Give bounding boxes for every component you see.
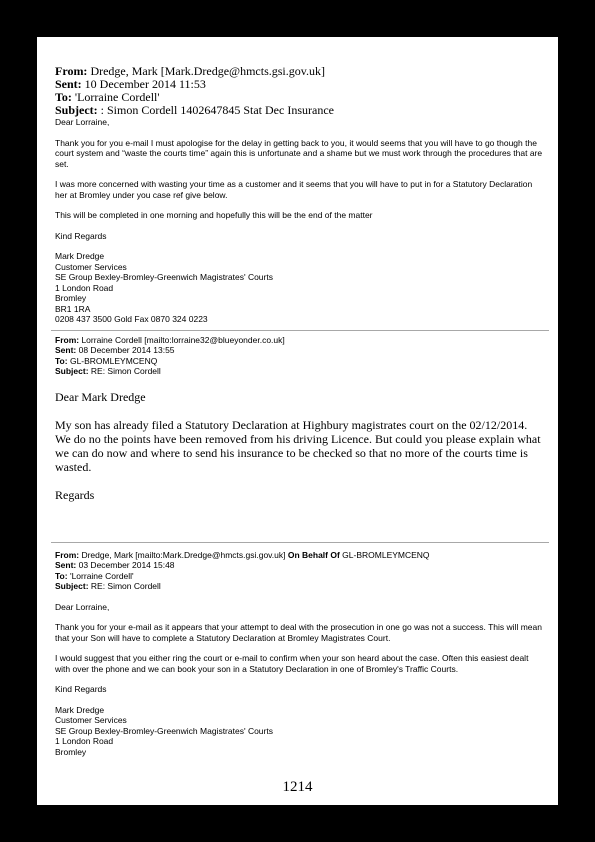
document-page [37,37,558,805]
signature-line: Customer Services [55,715,127,725]
email3-paragraph-2: I would suggest that you either ring the court or e-mail to confirm when your son heard about the case. Often this easiest dealt with over the phone and we can book your son in a Statutory Declaration in one of Bromley's Traffic Courts. [55,653,529,674]
email3-to: To: 'Lorraine Cordell' [55,570,134,581]
signature-line: Bromley [55,746,87,757]
email3-body [55,592,545,758]
email3-header [55,550,545,592]
signature-line: Mark Dredge [55,704,105,715]
email2-subject: Subject: RE: Simon Cordell [55,366,161,376]
email3-closing: Kind Regards [55,684,107,694]
email1-body [55,117,545,325]
signature-line: 1 London Road [55,282,114,293]
signature-line: Bromley [55,293,87,303]
email1-paragraph-3: This will be completed in one morning and hopefully this will be the end of the matter [55,210,373,220]
email2-paragraph: My son has already filed a Statutory Declaration at Highbury magistrates court on the 02/12/2014. We do no the points have been removed from his driving Licence. But could you please explain what we can do now and where to send his insurance to be checked so that no more of the courts time is wasted. [55,417,541,474]
email1-paragraph-1: Thank you for you e-mail I must apologise for the delay in getting back to you, it would seems that you will have to go though the court system and “waste the courts time” again this is unfortunate and a shame but we must work through the procedures that are set. [55,137,543,169]
email2-to: To: GL-BROMLEYMCENQ [55,355,158,366]
email3-greeting: Dear Lorraine, [55,601,110,612]
email1-from: From: Dredge, Mark [Mark.Dredge@hmcts.gsi.gov.uk] [55,64,325,78]
page-number: 1214 [282,779,313,795]
email2-closing: Regards [55,487,95,502]
email1-to: To: 'Lorraine Cordell' [55,90,160,104]
email3-signature [55,705,545,758]
signature-line: SE Group Bexley-Bromley-Greenwich Magistrates' Courts [55,725,273,736]
email3-paragraph-1: Thank you for your e-mail as it appears that your attempt to deal with the prosecution in one go was not a success. This will mean that your Son will have to complete a Statutory Declaration at Bromley Magistrates Court. [55,622,542,643]
email2-header [55,335,545,377]
email3-from: From: Dredge, Mark [mailto:Mark.Dredge@hmcts.gsi.gov.uk] On Behalf Of GL-BROMLEYMCENQ [55,549,430,560]
signature-line: SE Group Bexley-Bromley-Greenwich Magistrates' Courts [55,272,273,282]
email2-sent: Sent: 08 December 2014 13:55 [55,345,175,355]
email2-from: From: Lorraine Cordell [mailto:lorraine32@blueyonder.co.uk] [55,334,285,345]
email3-sent: Sent: 03 December 2014 15:48 [55,560,175,570]
signature-line: Mark Dredge [55,251,105,261]
email1-signature [55,251,545,325]
email1-subject: Subject: : Simon Cordell 1402647845 Stat Dec Insurance [55,103,334,117]
signature-line: 1 London Road [55,736,114,746]
email1-closing: Kind Regards [55,230,107,241]
signature-line: Customer Services [55,261,127,272]
signature-line: 0208 437 3500 Gold Fax 0870 324 0223 [55,314,208,324]
email1-greeting: Dear Lorraine, [55,117,110,127]
email2-greeting: Dear Mark Dredge [55,389,146,404]
email1-header [55,65,545,117]
email-thread [55,65,545,757]
email1-sent: Sent: 10 December 2014 11:53 [55,77,206,91]
email2-body [55,377,545,502]
email3-subject: Subject: RE: Simon Cordell [55,581,161,591]
email1-paragraph-2: I was more concerned with wasting your time as a customer and it seems that you will have to put in for a Statutory Declaration her at Bromley under you case ref give below. [55,179,533,200]
signature-line: BR1 1RA [55,303,91,314]
